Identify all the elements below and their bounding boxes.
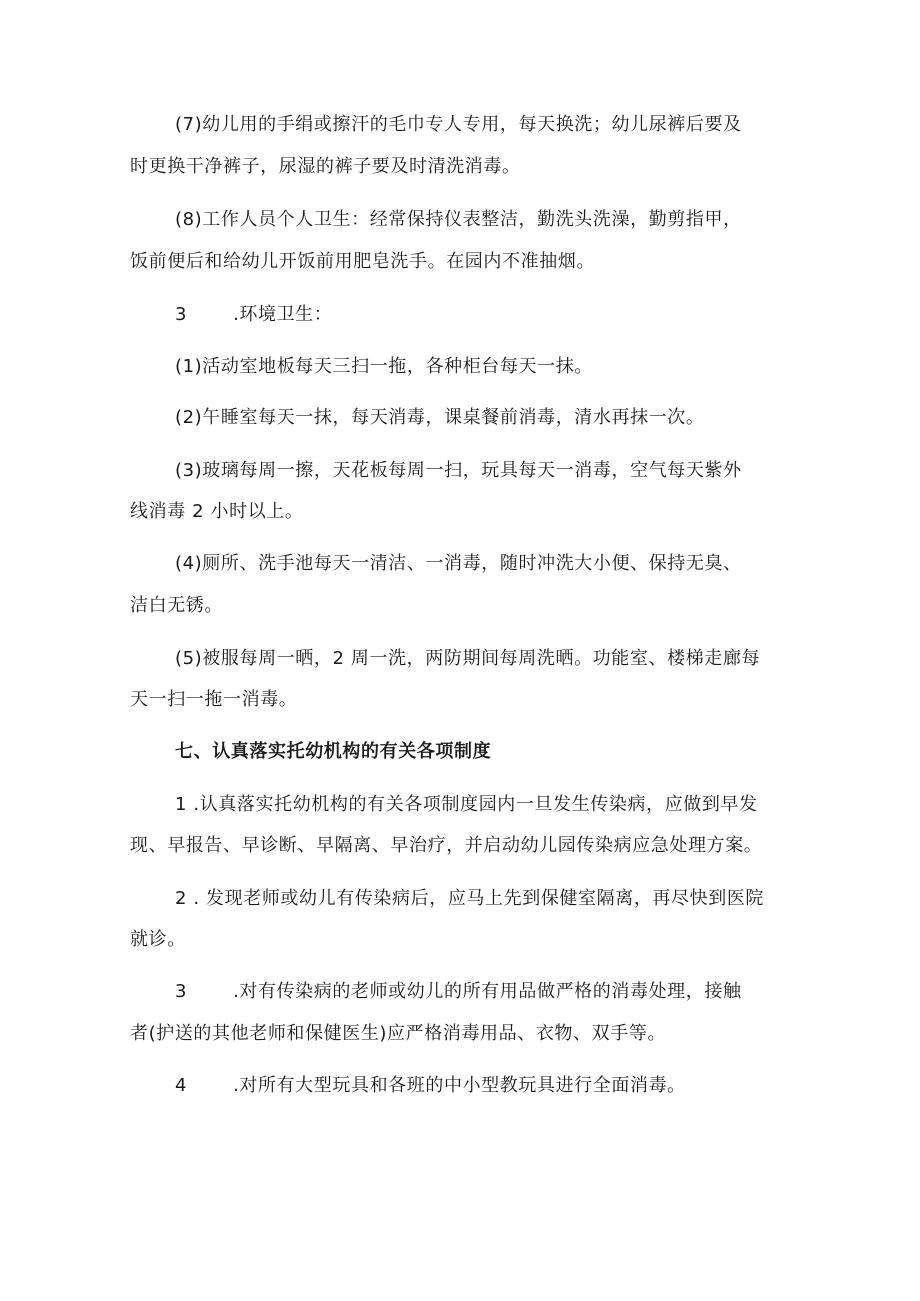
paragraph-8-line-2: 饭前便后和给幼儿开饭前用肥皂洗手。在园内不准抽烟。 [130,251,595,272]
rule-4-text: .对所有大型玩具和各班的中小型教玩具进行全面消毒。 [233,1075,686,1096]
rule-2-line-2: 就诊。 [130,929,186,950]
environment-item-4-line-1: (4)厕所、洗手池每天一清洁、一消毒，随时冲洗大小便、保持无臭、 [175,553,742,574]
rule-3-line-2: 者(护送的其他老师和保健医生)应严格消毒用品、衣物、双手等。 [130,1023,667,1044]
paragraph-7-line-2: 时更换干净裤子，尿湿的裤子要及时清洗消毒。 [130,156,521,177]
paragraph-7-line-1: (7)幼儿用的手绢或擦汗的毛巾专人专用，每天换洗；幼儿尿裤后要及 [175,114,742,135]
environment-item-3-line-2: 线消毒 2 小时以上。 [130,501,304,522]
rule-1-line-2: 现、早报告、早诊断、早隔离、早治疗，并启动幼儿园传染病应急处理方案。 [130,835,763,856]
rule-1-line-1: 1 .认真落实托幼机构的有关各项制度园内一旦发生传染病，应做到早发 [175,794,758,815]
rule-3-line-1 [175,980,742,1004]
environment-item-1: (1)活动室地板每天三扫一拖，各种柜台每天一抹。 [175,356,593,377]
environment-item-5-line-1: (5)被服每周一晒，2 周一洗，两防期间每周洗晒。功能室、楼梯走廊每 [175,648,761,669]
environment-item-5-line-2: 天一扫一拖一消毒。 [130,689,298,710]
rule-3-number: 3 [175,981,188,1002]
environment-item-4-line-2: 洁白无锈。 [130,595,223,616]
environment-item-2: (2)午睡室每天一抹，每天消毒，课桌餐前消毒，清水再抹一次。 [175,407,705,428]
rule-2-line-1: 2 . 发现老师或幼儿有传染病后，应马上先到保健室隔离，再尽快到医院 [175,888,765,909]
rule-3-text: .对有传染病的老师或幼儿的所有用品做严格的消毒处理，接触 [233,981,742,1002]
rule-4-line-1 [175,1074,686,1098]
paragraph-8-line-1: (8)工作人员个人卫生：经常保持仪表整洁，勤洗头洗澡，勤剪指甲， [175,209,742,230]
section-number: 3 [175,304,188,325]
rule-4-number: 4 [175,1075,188,1096]
section-3-heading [175,303,332,327]
environment-item-3-line-1: (3)玻璃每周一擦，天花板每周一扫，玩具每天一消毒，空气每天紫外 [175,460,742,481]
section-title: .环境卫生： [233,304,333,325]
section-7-heading: 七、认真落实托幼机构的有关各项制度 [175,741,492,762]
